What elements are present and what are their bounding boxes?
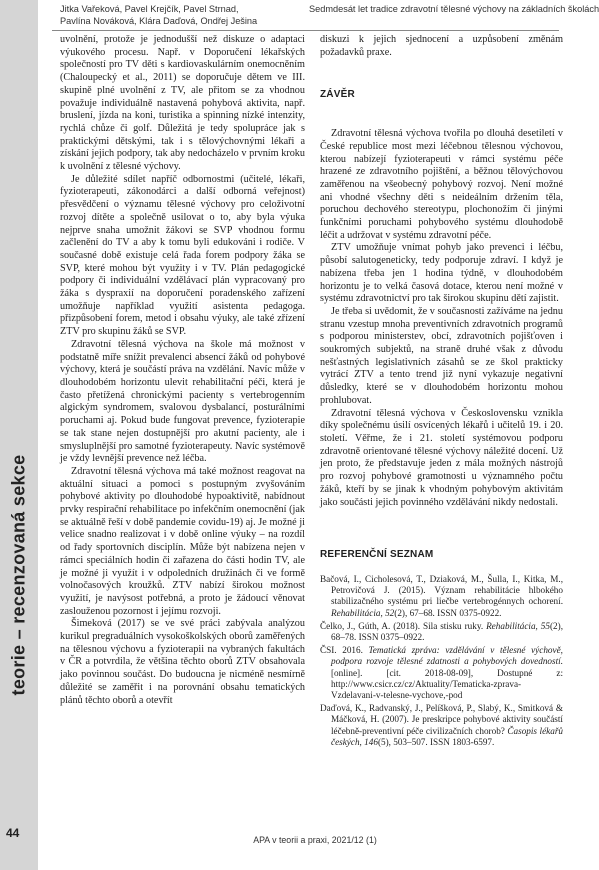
body-paragraph: uvolnění, protože je jednodušší než diskuze o adaptaci výukového procesu. Např. v Doporučení lékařských společností pro TV děti s kardiovaskulárním onemocněním (Chaloupecký et al., 2011) se doporučuje dětem ve III. skupině plné uvolnění z TV, ale přitom se za vhodnou považuje individuálně nastavená pohybová aktivita, např. bruslení, jízda na koni, turistika a spinning nízké intenzity, rychlá chůze či golf. Důležitá je tedy spolupráce jak s praktickými dětskými, tak i s tělovýchovnými lékaři a získání jejich podpory, tak aby nedocházelo v prvním kroku k uvolnění z tělesné výchovy.	[60, 34, 305, 173]
reference-authors: Bačová, I., Cicholesová, T., Dziaková, M., Šulla, I., Kitka, M., Petrovičová J. (2015). Význam rehabilitácie hlbokého stabilizačného systému pri liečbe vertebrogénnych ochorení.	[320, 573, 563, 607]
reference-title: Tematická zpráva: vzdělávání v tělesné výchově, podpora rozvoje tělesné zdatnosti a pohybových dovedností.	[331, 645, 563, 667]
page-number: 44	[6, 826, 20, 840]
conclusion-paragraph: Zdravotní tělesná výchova v Československu vznikla díky společnému úsilí osvícených lékařů i učitelů 19. i 20. století. Věřme, že i 21. století systémovou podporu zdravotně orientované tělesné výchovy náležité docení. Už jen proto, že představuje jeden z mála možných nástrojů pro rozvoj pohybové gramotnosti u významného počtu žáků, kteří by se jinak k vhodným pohybovým aktivitám jako součásti jejich povinného vzdělávání nikdy nedostali.	[320, 407, 563, 508]
reference-tail: [online]. [cit. 2018-08-09], Dostupné z: http://www.csicr.cz/cz/Aktuality/Tematicka-zprava-Vzdelavani-v-telesne-vychove,-pod	[331, 667, 563, 700]
reference-tail: (5), 503–507. ISSN 1803-6597.	[377, 736, 495, 747]
body-paragraph: diskuzi k jejich sjednocení a uzpůsobení změnám požadavků praxe.	[320, 34, 563, 58]
section-label	[2, 454, 36, 696]
body-paragraph: Je důležité sdílet napříč odbornostmi (učitelé, lékaři, fyzioterapeuti, zákonodárci a další odborná veřejnost) přesvědčení o významu tělesné výchovy pro celoživotní rozvoj dítěte a společně usilovat o to, aby byla výuka nejprve snaha umožnit žákovi se SVP vhodnou formu začlenění do TV a aby k tomu byli edukováni i rodiče. V současné době existuje celá řada forem podpory žáka se SVP, které mohou být využity i v TV. Plán pedagogické podpory či individuální vzdělávací plán vypracovaný pro žáka s dyspraxií na doporučení poradenského zařízení umožňuje například využití asistenta pedagoga. přizpůsobení forem, metod i obsahu výuky, ale také zřízení ZTV pro skupinu žáků se SVP.	[60, 173, 305, 338]
reference-authors: ČSI. 2016.	[320, 645, 369, 656]
section-label-text: teorie – recenzovaná sekce	[8, 454, 29, 696]
right-column	[320, 34, 563, 750]
reference-item	[320, 621, 563, 643]
reference-title: Rehabilitácia, 55	[486, 620, 550, 631]
authors-line-2: Pavlína Nováková, Klára Daďová, Ondřej Ješina	[60, 16, 258, 26]
conclusion-heading: ZÁVĚR	[320, 89, 355, 101]
page-footer: APA v teorii a praxi, 2021/12 (1)	[253, 835, 377, 845]
conclusion-paragraph: Je třeba si uvědomit, že v současnosti zažíváme na jednu stranu vzestup mnoha preventivních zdravotních programů s podporou ministerstev, obcí, zdravotních pojišťoven i soukromých subjektů, na straně druhé však z důvodu nešťastných legislativních zásahů se ze škol prakticky vytrácí ZTV a tento trend již nyní vykazuje negativní důsledky, které se v dlouhodobém horizontu mohou prohlubovat.	[320, 305, 563, 406]
reference-title: Časopis lékařů českých, 146	[331, 725, 563, 747]
conclusion-paragraph: ZTV umožňuje vnímat pohyb jako prevenci i léčbu, působí salutogeneticky, tedy podporuje zdraví. I když je nabízena třeba jen 1 hodina týdně, v dlouhodobém horizontu je to velká časová dotace, kterou není možné v systému zdravotnictví pro tak širokou skupinu dětí zajistit.	[320, 242, 563, 305]
reference-tail: (2), 68–78. ISSN 0375–0922.	[331, 620, 563, 642]
reference-title: Rehabilitácia, 52	[331, 607, 395, 618]
references-heading: REFERENČNÍ SEZNAM	[320, 549, 434, 561]
header-rule	[52, 30, 559, 31]
reference-item	[320, 574, 563, 619]
running-header-title: Sedmdesát let tradice zdravotní tělesné výchovy na základních školách	[309, 4, 599, 14]
left-column	[60, 34, 305, 707]
body-paragraph: Zdravotní tělesná výchova na škole má možnost v podstatně míře snížit prevalenci absencí žáků od pohybové výchovy, která je součástí práva na vzdělání. Navíc může v dlouhodobém horizontu ulevit rehabilitační péči, která je často přetížená chronickými pacienty s vertebrogenním algickým syndromem, svalovou dysbalancí, posturálními poruchami aj. Pokud bude fungovat prevence, fyzioterapie se tak stane nejen dostupnější pro akutní pacienty, ale i smysluplnější pro samotné fyzioterapeuty. Navíc systémově je vždy levnější prevence než léčba.	[60, 338, 305, 465]
reference-authors: Čelko, J., Gúth, A. (2018). Sila stisku ruky.	[320, 620, 487, 631]
body-paragraph: Šimeková (2017) se ve své práci zabývala analýzou kurikul pregraduálních vysokoškolských oborů zaměřených na tělesnou výchovu a fyzioterapii na vybraných fakultách v ČR a potvrdila, že většina těchto oborů ZTV obsahovala jako povinnou součást. Do budoucna je nicméně nesmírně důležité se zaměřit i na porovnání obsahu tematických plánů těchto oborů a otevřít	[60, 618, 305, 706]
authors-line-1: Jitka Vařeková, Pavel Krejčík, Pavel Strnad,	[60, 4, 239, 14]
section-sidebar	[0, 0, 38, 870]
reference-tail: (2), 67–68. ISSN 0375-0922.	[394, 607, 502, 618]
reference-authors: Daďová, K., Radvanský, J., Pelíšková, P., Slabý, K., Smitková & Máčková, H. (2007). Je preskripce pohybové aktivity součástí léčebně-preventivní péče civilizačních chorob?	[320, 703, 563, 736]
running-header-authors	[60, 3, 257, 27]
conclusion-paragraph: Zdravotní tělesná výchova tvořila po dlouhá desetiletí v České republice most mezi léčebnou tělesnou výchovou, kterou nabízejí fyzioterapeuti v rámci systému péče hrazené ze zdravotního pojištění, a běžnou tělovýchovou zaměřenou na všeobecný pohybový rozvoj. Není možné ani vhodné všechny děti s neideálním držením těla, poruchou dechového stereotypu, plochonožím či jinými funkčními poruchami pohybového systému dlouhodobě léčit a udržovat v systému zdravotní péče.	[320, 128, 563, 241]
references-list	[320, 574, 563, 748]
reference-item	[320, 703, 563, 748]
reference-item	[320, 645, 563, 701]
body-paragraph: Zdravotní tělesná výchova má také možnost reagovat na aktuální situaci a pomoci s postupným zvyšováním pohybové aktivity po dlouhodobé hypoaktivitě, nabídnout prvky respirační rehabilitace po infekčním onemocnění (jak se aktuálně řeší v době pandemie covidu-19) aj. Je možné ji velice snadno realizovat i v době online výuky – na rozdíl od řady sportovních disciplín. Může být nabízena nejen v rámci speciálních hodin či zařazena do části hodin TV, ale je možné ji využít i v odpoledních družinách či ve formě volnočasových kroužků. ZTV nabízí širokou možnost využití, je navýsost potřebná, a proto je žádoucí věnovat zaslouženou pozornost i jejímu rozvoji.	[60, 465, 305, 617]
